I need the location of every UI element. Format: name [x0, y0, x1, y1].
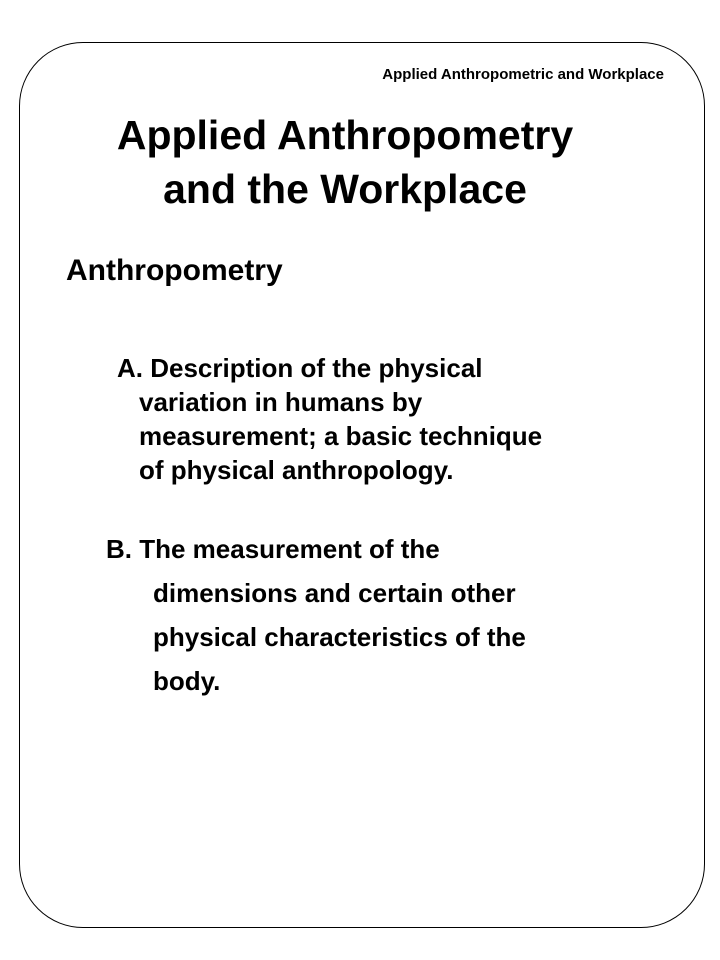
- list-item-line: of physical anthropology.: [139, 455, 454, 485]
- list-item-line: variation in humans by: [139, 387, 423, 417]
- slide-title: [0, 108, 690, 216]
- list-item-line: measurement; a basic technique: [139, 421, 543, 451]
- list-item-b: [106, 527, 686, 703]
- list-item-a: [117, 351, 677, 487]
- list-item-line: body.: [153, 666, 221, 696]
- list-item-line: physical characteristics of the: [153, 622, 526, 652]
- running-header: Applied Anthropometric and Workplace: [382, 66, 664, 83]
- list-item-line: A. Description of the physical: [117, 353, 483, 383]
- list-item-line: B. The measurement of the: [106, 534, 440, 564]
- list-item-line: dimensions and certain other: [153, 578, 516, 608]
- slide-title-line: Applied Anthropometry: [116, 112, 574, 158]
- slide-title-line: and the Workplace: [163, 166, 527, 212]
- section-heading: Anthropometry: [66, 254, 283, 287]
